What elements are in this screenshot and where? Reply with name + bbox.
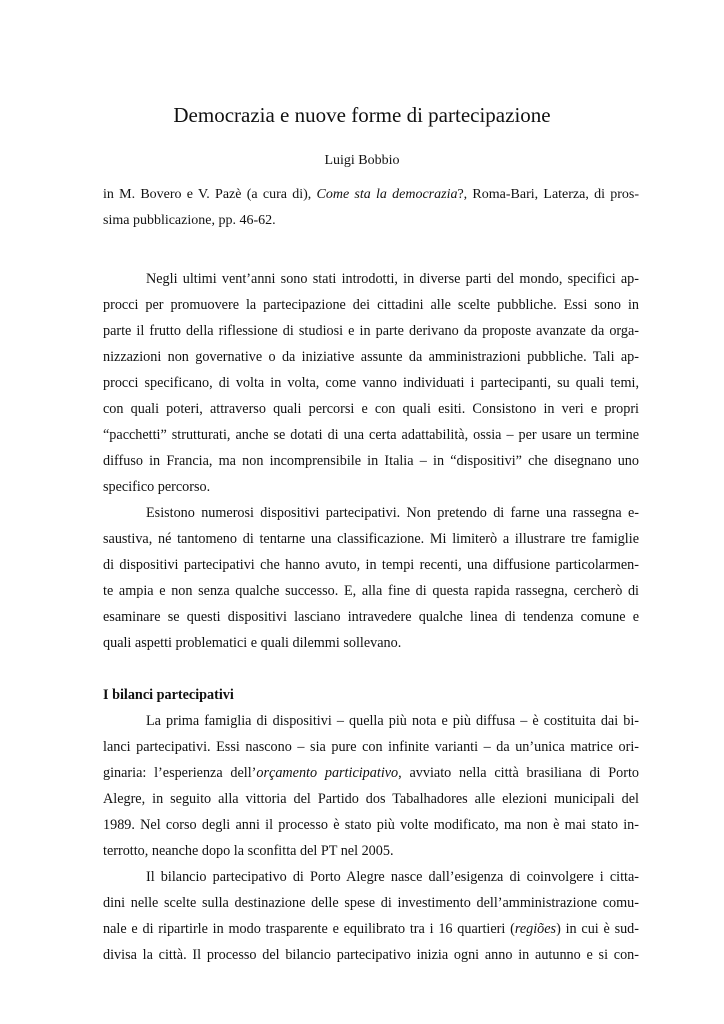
text-line: La prima famiglia di dispositivi – quella più nota e più diffusa – è costituita dai bi-: [146, 713, 639, 729]
text-line: terrotto, neanche dopo la sconfitta del PT nel 2005.: [103, 843, 394, 859]
text-line: [103, 916, 639, 942]
text-line: parte il frutto della riflessione di studiosi e in parte derivano da proposte avanzate da orga-: [103, 323, 639, 339]
section-spacer: [103, 656, 639, 682]
document-body: [103, 266, 639, 968]
document-title: Democrazia e nuove forme di partecipazione: [173, 103, 551, 127]
text-line: dini nelle scelte sulla destinazione delle spese di investimento dell’amministrazione comu-: [103, 895, 639, 911]
source-book-title: Come sta la democrazia: [316, 187, 458, 202]
text-line: quali aspetti problematici e quali dilemmi sollevano.: [103, 635, 402, 651]
source-suffix: ?, Roma-Bari, Laterza, di pros-: [457, 187, 640, 202]
text-line: Alegre, in seguito alla vittoria del Partido dos Tabalhadores alle elezioni municipali del: [103, 791, 639, 807]
section-heading: I bilanci partecipativi: [103, 687, 234, 703]
section-paragraph: [103, 864, 639, 968]
text-line: saustiva, né tantomeno di tentarne una classificazione. Mi limiterò a illustrare tre famiglie: [103, 531, 639, 547]
text-line: Il bilancio partecipativo di Porto Alegre nasce dall’esigenza di coinvolgere i citta-: [146, 869, 639, 885]
source-line: sima pubblicazione, pp. 46-62.: [103, 213, 276, 228]
intro-paragraph: [103, 266, 639, 500]
text-fragment: ginaria: l’esperienza dell’: [103, 765, 257, 781]
text-line: divisa la città. Il processo del bilancio partecipativo inizia ogni anno in autunno e si con-: [103, 947, 639, 963]
text-line: diffuso in Francia, ma non incomprensibile in Italia – in “dispositivi” che disegnano uno: [103, 453, 639, 469]
text-line: “pacchetti” strutturati, anche se dotati di una certa adattabilità, ossia – per usare un termine: [103, 427, 639, 443]
author-name: Luigi Bobbio: [324, 153, 400, 168]
text-fragment: ) in cui è sud-: [556, 921, 640, 937]
italic-term: orçamento participativo: [256, 765, 399, 781]
text-line: Negli ultimi vent’anni sono stati introdotti, in diverse parti del mondo, specifici ap-: [146, 271, 639, 287]
source-citation: [103, 186, 639, 238]
text-line: te ampia e non senza qualche successo. E, alla fine di questa rapida rassegna, cercherò di: [103, 583, 639, 599]
text-fragment: , avviato nella città brasiliana di Porto: [398, 765, 639, 781]
text-line: lanci partecipativi. Essi nascono – sia pure con infinite varianti – da un’unica matrice ori-: [103, 739, 639, 755]
section-paragraph: [103, 708, 639, 864]
text-line: Esistono numerosi dispositivi partecipativi. Non pretendo di farne una rassegna e-: [146, 505, 639, 521]
source-prefix: in M. Bovero e V. Pazè (a cura di),: [103, 187, 317, 202]
text-fragment: nale e di ripartirle in modo trasparente e equilibrato tra i 16 quartieri (: [103, 921, 515, 937]
text-line: procci per promuovere la partecipazione dei cittadini alle scelte pubbliche. Essi sono in: [103, 297, 639, 313]
source-line: [103, 186, 639, 212]
text-line: nizzazioni non governative o da iniziative assunte da amministrazioni pubbliche. Tali ap-: [103, 349, 639, 365]
text-line: 1989. Nel corso degli anni il processo è stato più volte modificato, ma non è mai stato in-: [103, 817, 639, 833]
text-line: di dispositivi partecipativi che hanno avuto, in tempi recenti, una diffusione particolarmen-: [103, 557, 639, 573]
text-line: esaminare se questi dispositivi lasciano intravedere qualche linea di tendenza comune e: [103, 609, 639, 625]
intro-paragraph: [103, 500, 639, 656]
text-line: [103, 760, 639, 786]
text-line: con quali poteri, attraverso quali percorsi e con quali esiti. Consistono in veri e propri: [103, 401, 639, 417]
italic-term: regiões: [514, 921, 557, 937]
text-line: procci specificano, di volta in volta, come vanno individuati i partecipanti, su quali temi,: [103, 375, 639, 391]
text-line: specifico percorso.: [103, 479, 211, 495]
